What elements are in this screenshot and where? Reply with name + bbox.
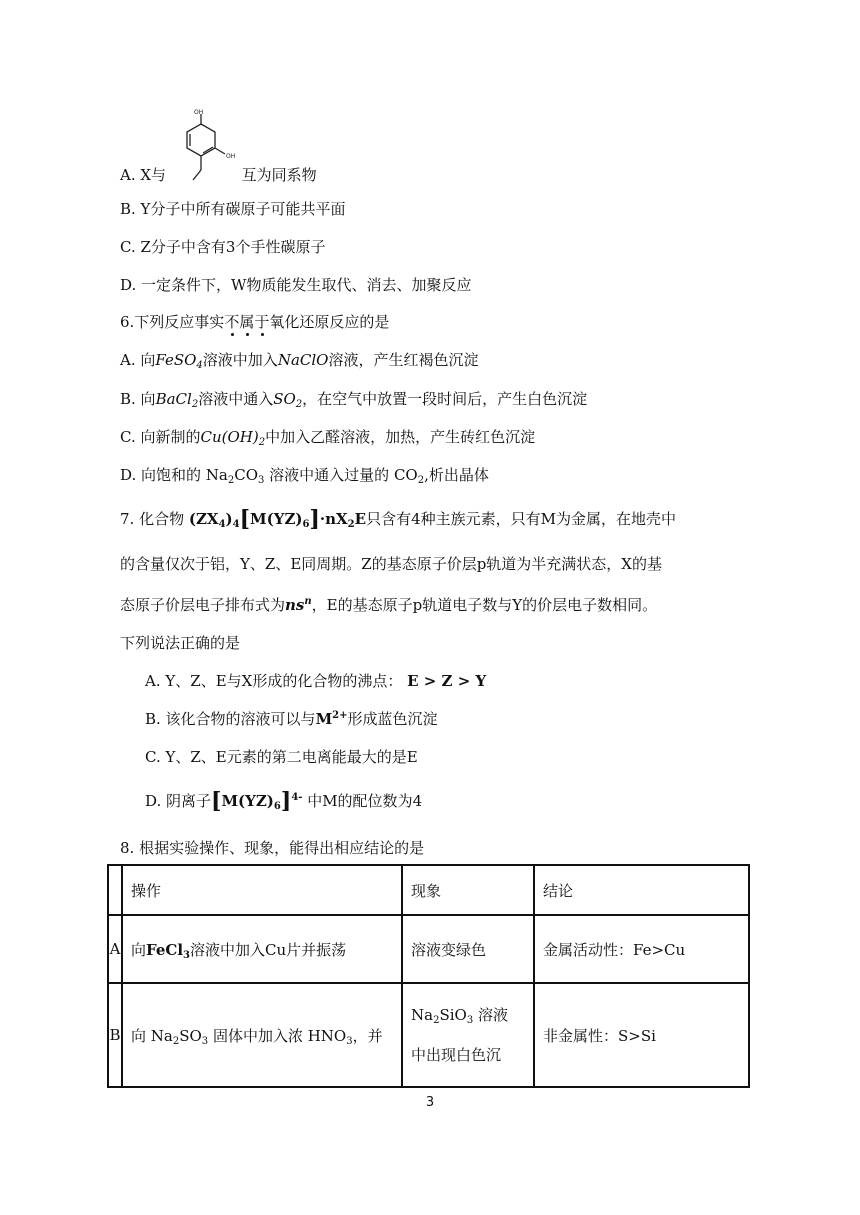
text: B. 向: [120, 390, 156, 408]
text: SiO: [439, 1006, 467, 1024]
page-number: 3: [425, 1095, 435, 1110]
bracket-left: [: [239, 506, 251, 532]
text: 形成蓝色沉淀: [347, 710, 438, 728]
experiment-table: [107, 864, 750, 1088]
superscript: n: [304, 596, 312, 607]
q7-stem-line1: [120, 508, 676, 530]
subscript: 4: [196, 360, 203, 371]
formula: M: [315, 710, 333, 728]
subscript: 4: [232, 519, 240, 530]
emphasis-char: 不: [224, 313, 240, 331]
table-header-row: [108, 865, 749, 915]
q7-stem-line4: 下列说法正确的是: [120, 634, 241, 652]
text: 溶液，产生红褐色沉淀: [328, 351, 479, 369]
formula: (ZX: [188, 510, 219, 528]
cell-phenomenon: [402, 983, 534, 1087]
q6-stem: [120, 311, 389, 333]
q7-option-c: C. Y、Z、E元素的第二电离能最大的是E: [145, 748, 418, 766]
header-cell-phenomenon: 现象: [402, 865, 534, 915]
subscript: 2: [258, 437, 266, 448]
text: 向 Na: [131, 1026, 173, 1045]
subscript: 3: [258, 475, 265, 486]
q7-option-b: [145, 708, 438, 730]
q6-stem-post: 氧化还原反应的是: [269, 313, 390, 331]
text: 中加入乙醛溶液，加热，产生砖红色沉淀: [265, 428, 536, 446]
subscript: 3: [346, 1035, 353, 1047]
option-a-text-pre: A. X与: [120, 166, 167, 184]
subscript: 3: [201, 1035, 209, 1047]
row-label: B: [108, 983, 122, 1087]
formula: M(YZ): [250, 510, 303, 528]
subscript: 2: [417, 475, 425, 486]
text: ,析出晶体: [424, 466, 489, 484]
subscript: 2: [172, 1035, 180, 1047]
subscript: 2: [191, 399, 199, 410]
structure-label-top: OH: [194, 109, 204, 116]
q6-option-a: [120, 349, 478, 371]
formula: ns: [285, 596, 305, 614]
table-row: [108, 915, 749, 983]
text: CO: [234, 466, 259, 484]
subscript: 2: [347, 519, 355, 530]
formula: FeSO: [155, 351, 197, 369]
q6-stem-pre: 6.下列反应事实: [120, 313, 225, 331]
text: 态原子价层电子排布式为: [120, 596, 286, 614]
subscript: 6: [273, 801, 281, 812]
subscript: 2: [295, 399, 303, 410]
subscript: 3: [183, 949, 190, 961]
q7-stem-line3: [120, 594, 657, 616]
q5-option-d: D. 一定条件下，W物质能发生取代、消去、加聚反应: [120, 276, 472, 294]
bracket-right: ]: [280, 788, 292, 814]
cell-conclusion: 非金属性：S>Si: [534, 983, 749, 1087]
q7-option-a: [145, 670, 486, 692]
q7-option-d: [145, 790, 422, 812]
cell-conclusion: 金属活动性：Fe>Cu: [534, 915, 749, 983]
structure-label-mid: OH: [226, 153, 236, 160]
q6-option-b: [120, 388, 587, 410]
formula: M(YZ): [221, 792, 274, 810]
text: ，并: [352, 1026, 383, 1045]
formula: ·nX: [319, 510, 348, 528]
subscript: 6: [302, 519, 310, 530]
text: B. 该化合物的溶液可以与: [145, 710, 316, 728]
text: 只含有4种主族元素，只有M为金属，在地壳中: [366, 510, 676, 528]
table-row: [108, 983, 749, 1087]
option-a-text-post: 互为同系物: [241, 166, 317, 184]
header-cell-operation: 操作: [122, 865, 402, 915]
text: D. 阴离子: [145, 792, 212, 810]
bracket-left: [: [211, 788, 222, 814]
q7-stem-line2: 的含量仅次于铝，Y、Z、E同周期。Z的基态原子价层p轨道为半充满状态，X的基: [120, 555, 662, 573]
cell-phenomenon: 溶液变绿色: [402, 915, 534, 983]
q6-option-c: [120, 426, 535, 448]
bracket-right: ]: [309, 506, 320, 532]
text: 中M的配位数为4: [307, 792, 423, 810]
q5-option-c: C. Z分子中含有3个手性碳原子: [120, 238, 326, 256]
text: C. 向新制的: [120, 428, 201, 446]
formula: E: [354, 510, 367, 528]
emphasis-char: 属: [239, 313, 255, 331]
subscript: 2: [433, 1015, 440, 1026]
formula: E > Z > Y: [407, 672, 487, 690]
formula: ): [225, 510, 233, 528]
formula: FeCl: [146, 940, 184, 959]
text: 7. 化合物: [120, 510, 185, 528]
formula: BaCl: [155, 390, 192, 408]
header-cell-conclusion: 结论: [534, 865, 749, 915]
q6-option-d: [120, 464, 489, 486]
row-label: A: [108, 915, 122, 983]
text: 溶液中加入Cu片并振荡: [190, 940, 347, 959]
subscript: 2: [227, 475, 235, 486]
text: Na: [411, 1006, 434, 1024]
formula: Cu(OH): [200, 428, 259, 446]
formula: SO: [273, 390, 296, 408]
q8-stem: 8. 根据实验操作、现象，能得出相应结论的是: [120, 839, 425, 857]
text: ，E的基态原子p轨道电子数与Y的价层电子数相同。: [311, 596, 658, 614]
cell-operation: [122, 983, 402, 1087]
subscript: 4: [218, 519, 226, 530]
subscript: 3: [466, 1015, 474, 1026]
cell-operation: [122, 915, 402, 983]
text: 溶液: [473, 1006, 508, 1024]
text: 溶液中通入过量的 CO: [264, 466, 418, 484]
text: SO: [179, 1026, 202, 1045]
text: 溶液中通入: [198, 390, 274, 408]
text: A. 向: [120, 351, 156, 369]
text: 固体中加入浓 HNO: [208, 1026, 347, 1045]
text: 向: [131, 940, 147, 959]
formula: NaClO: [277, 351, 329, 369]
text: ，在空气中放置一段时间后，产生白色沉淀: [302, 390, 588, 408]
header-cell-blank: [108, 865, 122, 915]
superscript: 2+: [332, 710, 348, 721]
q5-option-b: B. Y分子中所有碳原子可能共平面: [120, 200, 346, 218]
chemical-structure-image: [175, 108, 245, 186]
phenomenon-line-2: 中出现白色沉: [411, 1046, 502, 1064]
emphasis-char: 于: [254, 313, 270, 331]
text: 溶液中加入: [202, 351, 278, 369]
text: A. Y、Z、E与X形成的化合物的沸点：: [145, 672, 403, 690]
phenomenon-line-1: [411, 995, 525, 1035]
text: D. 向饱和的 Na: [120, 466, 228, 484]
superscript: 4-: [291, 792, 303, 803]
